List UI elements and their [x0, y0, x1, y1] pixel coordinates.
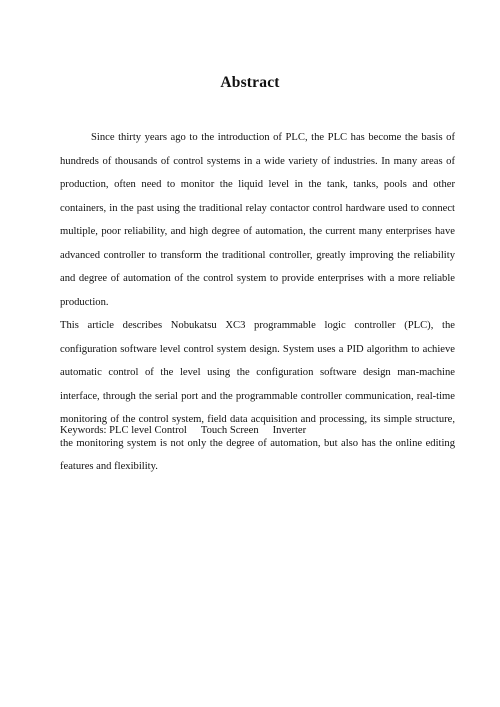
keywords-line [60, 424, 455, 438]
abstract-paragraph-2: This article describes Nobukatsu XC3 programmable logic controller (PLC), the configuration software level control system design. System uses a PID algorithm to achieve automatic control of the level using the configuration software design man-machine interface, through the serial port and the programmable controller communication, real-time monitoring of the control system, field data acquisition and processing, its simple structure, the monitoring system is not only the degree of automation, but also has the online editing features and flexibility. [60, 320, 455, 472]
keyword-item: PLC level Control [109, 425, 187, 436]
abstract-paragraph-1: Since thirty years ago to the introduction of PLC, the PLC has become the basis of hundreds of thousands of control systems in a wide variety of industries. In many areas of production, often need to monitor the liquid level in the tank, tanks, pools and other containers, in the past using the traditional relay contactor control hardware used to connect multiple, poor reliability, and high degree of automation, the current many enterprises have advanced controller to transform the traditional controller, greatly improving the reliability and degree of automation of the control system to provide enterprises with a more reliable production. [60, 132, 455, 308]
keyword-item: Touch Screen [200, 425, 259, 436]
page-title: Abstract [220, 74, 280, 91]
keywords-label: Keywords: [60, 425, 107, 436]
keyword-item: Inverter [272, 425, 307, 436]
